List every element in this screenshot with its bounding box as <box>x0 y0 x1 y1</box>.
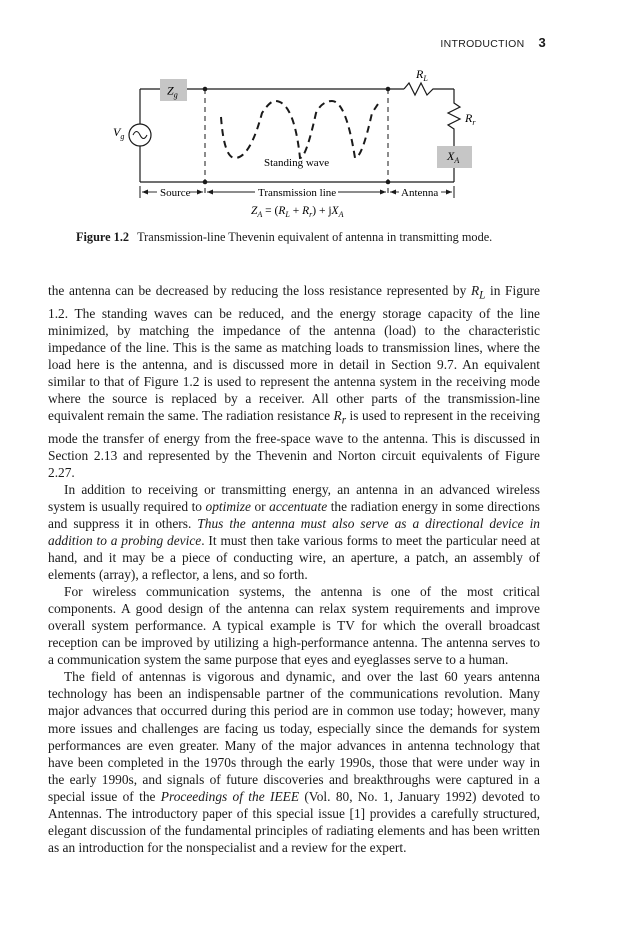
paragraph: The field of antennas is vigorous and dynamic, and over the last 60 years antenna technology has been an indispensable partner of the communications revolution. Many major advances that occurred during this period are in common use today; however, many more issues and challenges are facing us today, especially since the demands for system performances are even greater. Many of the major advances in antenna technology that have been completed in the 1970s through the early 1990s, those that were under way in the early 1990s, and signals of future discoveries and breakthroughs were captured in a special issue of the Proceedings of the IEEE (Vol. 80, No. 1, January 1992) devoted to Antennas. The introductory paper of this special issue [1] provides a carefully structured, elegant discussion of the fundamental principles of radiating elements and has been written as an introduction for the nonspecialist and a review for the expert. <box>48 669 540 855</box>
running-head <box>440 35 546 50</box>
arrowhead <box>446 190 452 195</box>
paragraph: the antenna can be decreased by reducing the loss resistance represented by $R_L$ in Figure 1.2. The standing waves can be reduced, and the energy storage capacity of the line minimized, by matching the impedance of the antenna (load) to the characteristic impedance of the line. This is the same as matching loads to transmission lines, where the load here is the antenna, and is discussed more in detail in Section 9.7. An equivalent similar to that of Figure 1.2 is used to represent the antenna system in the receiving mode where the source is replaced by a receiver. All other parts of the transmission-line equivalent remain the same. The radiation resistance $R_r$ is used to represent in the receiving mode the transfer of energy from the free-space wave to the antenna. This is discussed in Section 2.13 and represented by the Thevenin and Norton circuit equivalents of Figure 2.27. <box>48 283 540 480</box>
antenna-label: Antenna <box>401 187 439 199</box>
body-text <box>48 282 540 856</box>
figure-label: Figure 1.2 <box>76 230 130 244</box>
page-number: 3 <box>538 35 546 50</box>
figure-caption <box>76 230 576 245</box>
source-label: Source <box>160 187 191 199</box>
paragraph: In addition to receiving or transmitting energy, an antenna in an advanced wireless system is usually required to optimize or accentuate the radiation energy in some directions and suppress it in others. Thus the antenna must also serve as a directional device in addition to a probing device. It must then take various forms to meet the particular need at hand, and it may be a piece of conducting wire, an aperture, a patch, an assembly of elements (array), a reflector, a lens, and so forth. <box>48 481 541 583</box>
running-title: INTRODUCTION <box>440 38 525 50</box>
zg-label: $Z_g$ <box>167 83 178 100</box>
arrowhead <box>390 190 396 195</box>
paragraph: For wireless communication systems, the antenna is one of the most critical components. A good design of the antenna can relax system requirements and improve overall system performance. A typical example is TV for which the overall broadcast reception can be improved by utilizing a high-performance antenna. The antenna serves to a communication system the same purpose that eyes and eyeglasses serve to a human. <box>48 584 540 668</box>
standing-wave <box>221 101 380 158</box>
transmission-line-label: Transmission line <box>258 187 337 199</box>
impedance-equation: $Z_A = (R_L + R_r) + jX_A$ <box>251 205 344 219</box>
circuit-figure <box>0 55 638 225</box>
arrowhead <box>380 190 386 195</box>
xa-label: $X_A$ <box>447 149 460 165</box>
arrowhead <box>197 190 203 195</box>
rr-label: $R_r$ <box>465 111 476 127</box>
caption-text: Transmission-line Thevenin equivalent of antenna in transmitting mode. <box>137 230 493 244</box>
arrowhead <box>207 190 213 195</box>
rl-resistor <box>404 83 454 95</box>
vg-label: $V_g$ <box>113 125 125 141</box>
rr-resistor <box>448 89 460 146</box>
rl-label: $R_L$ <box>416 67 428 83</box>
standing-wave-label: Standing wave <box>264 157 330 169</box>
arrowhead <box>142 190 148 195</box>
